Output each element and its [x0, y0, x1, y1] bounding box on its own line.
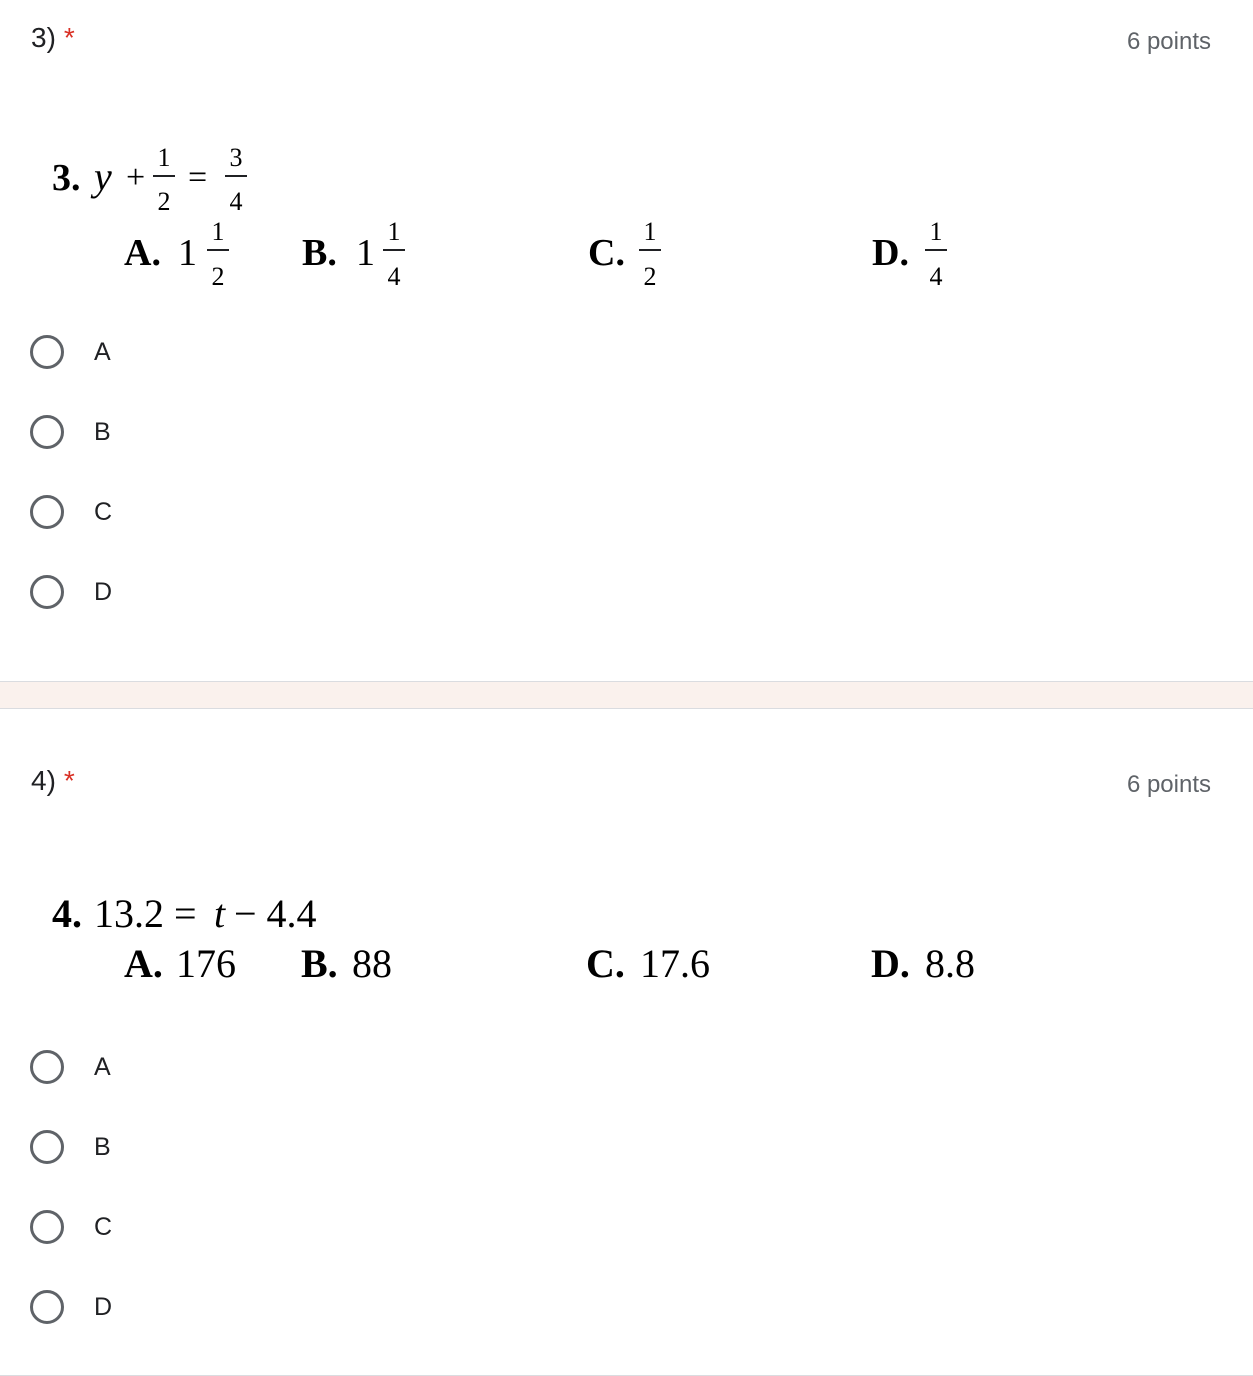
choice-b [302, 217, 405, 291]
fraction-numerator: 3 [229, 143, 243, 172]
fraction-numerator: 1 [929, 217, 943, 246]
radio-option-d[interactable] [30, 1285, 112, 1329]
option-label: D [94, 577, 113, 606]
fraction-numerator: 1 [157, 143, 171, 172]
option-label: C [94, 497, 113, 526]
choice-b [301, 941, 392, 986]
option-label: A [94, 1052, 111, 1081]
choice-letter: C. [586, 941, 625, 986]
equation-plus: + [126, 159, 146, 196]
fraction-numerator: 1 [643, 217, 657, 246]
fraction-denominator: 4 [387, 262, 401, 291]
choice-value: 88 [352, 941, 392, 986]
choice-c [586, 941, 710, 986]
choice-value: 176 [176, 941, 236, 986]
radio-circle-icon[interactable] [30, 335, 64, 369]
choice-letter: A. [124, 941, 163, 986]
required-asterisk: * [63, 22, 75, 53]
question-title [31, 765, 75, 797]
fraction-denominator: 2 [157, 187, 171, 216]
fraction-numerator: 1 [387, 217, 401, 246]
radio-option-c[interactable] [30, 1205, 112, 1249]
choice-whole: 1 [178, 232, 197, 274]
choice-value: 17.6 [640, 941, 710, 986]
radio-circle-icon[interactable] [30, 1130, 64, 1164]
question-card-3 [0, 0, 1253, 682]
equation-variable: y [94, 154, 112, 199]
option-label: D [94, 1292, 113, 1321]
equation-figure [40, 879, 1000, 999]
equation-right: − 4.4 [234, 891, 317, 936]
choice-d [872, 217, 947, 291]
question-card-4 [0, 708, 1253, 1376]
radio-circle-icon[interactable] [30, 415, 64, 449]
choice-value: 8.8 [925, 941, 975, 986]
question-number: 3) [31, 22, 56, 53]
choice-letter: B. [301, 941, 338, 986]
question-title [31, 22, 75, 54]
equation-variable: t [214, 891, 226, 936]
radio-circle-icon[interactable] [30, 1210, 64, 1244]
radio-option-b[interactable] [30, 410, 111, 454]
choice-a [124, 941, 236, 986]
problem-label: 4. [52, 891, 82, 936]
fraction-numerator: 1 [211, 217, 225, 246]
choice-c [588, 217, 661, 291]
choice-letter: D. [871, 941, 910, 986]
fraction-denominator: 2 [211, 262, 225, 291]
question-image [40, 130, 1000, 305]
choice-whole: 1 [356, 232, 375, 274]
equation-left: 13.2 = [94, 891, 197, 936]
radio-circle-icon[interactable] [30, 575, 64, 609]
radio-circle-icon[interactable] [30, 495, 64, 529]
choice-letter: D. [872, 232, 909, 274]
choice-a [124, 217, 229, 291]
radio-option-a[interactable] [30, 330, 111, 374]
question-number: 4) [31, 765, 56, 796]
option-label: C [94, 1212, 113, 1241]
radio-option-d[interactable] [30, 570, 112, 614]
radio-circle-icon[interactable] [30, 1290, 64, 1324]
equation-figure [40, 130, 1000, 300]
section-divider [0, 682, 1253, 708]
choice-d [871, 941, 975, 986]
required-asterisk: * [63, 765, 75, 796]
radio-option-b[interactable] [30, 1125, 111, 1169]
radio-option-a[interactable] [30, 1045, 111, 1089]
option-label: B [94, 417, 111, 446]
points-label: 6 points [1126, 771, 1211, 798]
radio-option-c[interactable] [30, 490, 112, 534]
radio-circle-icon[interactable] [30, 1050, 64, 1084]
fraction-denominator: 2 [643, 262, 657, 291]
question-image [40, 879, 1000, 1004]
option-label: A [94, 337, 111, 366]
fraction-denominator: 4 [929, 262, 943, 291]
choice-letter: C. [588, 232, 625, 274]
points-label: 6 points [1126, 28, 1211, 55]
choice-letter: B. [302, 232, 337, 274]
equation-equals: = [188, 159, 208, 196]
choice-letter: A. [124, 232, 161, 274]
problem-label: 3. [52, 157, 81, 199]
option-label: B [94, 1132, 111, 1161]
fraction-denominator: 4 [229, 187, 243, 216]
